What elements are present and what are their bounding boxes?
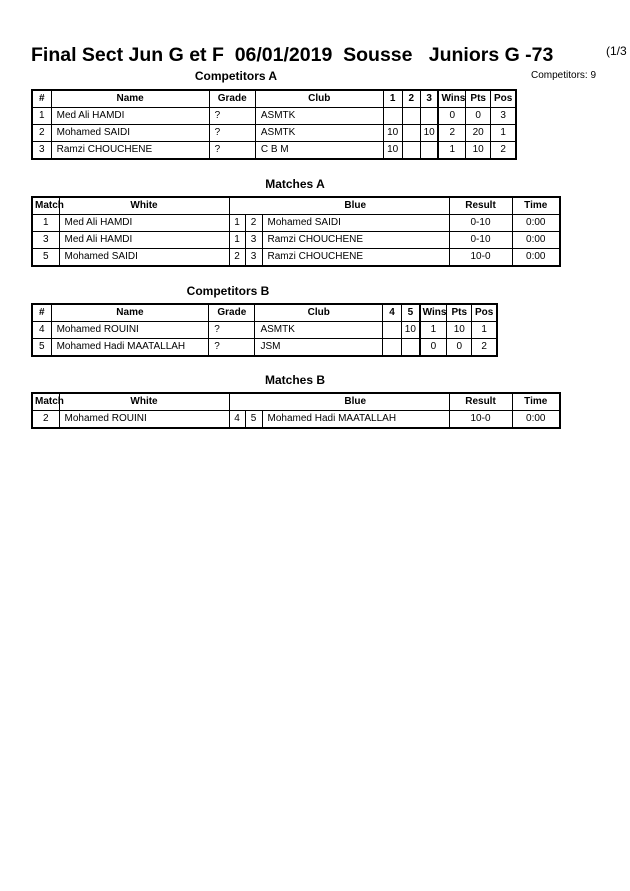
table-cell: ? [209, 322, 255, 339]
matches-b-title: Matches B [264, 373, 326, 387]
table-cell: 3 [32, 142, 51, 160]
table-cell: Med Ali HAMDI [59, 232, 229, 249]
table-cell: 0 [420, 339, 447, 357]
table-cell [420, 142, 438, 160]
table-cell: 0 [466, 108, 491, 125]
table-cell: 1 [32, 108, 51, 125]
table-cell: 1 [229, 232, 245, 249]
column-header: Grade [209, 90, 255, 108]
table-row [32, 215, 560, 232]
column-header: Pts [447, 304, 472, 322]
column-header: Wins [438, 90, 465, 108]
table-cell: 10 [402, 322, 420, 339]
table-cell: 20 [466, 125, 491, 142]
column-header: 2 [402, 90, 420, 108]
table-cell: ASMTK [255, 125, 383, 142]
table-cell: 0 [438, 108, 465, 125]
table-cell [383, 108, 402, 125]
table-row [32, 249, 560, 267]
table-cell: C B M [255, 142, 383, 160]
table-cell: 2 [245, 215, 262, 232]
table-cell: 10-0 [449, 249, 512, 267]
table-row [32, 322, 497, 339]
table-cell [402, 142, 420, 160]
table-cell: 1 [491, 125, 516, 142]
column-header: Club [255, 90, 383, 108]
table-cell: Med Ali HAMDI [51, 108, 209, 125]
column-header: Result [449, 393, 512, 411]
table-cell: 3 [245, 232, 262, 249]
table-cell [402, 108, 420, 125]
table-row [32, 411, 560, 429]
column-header [245, 197, 262, 215]
table-cell: 2 [32, 411, 59, 429]
column-header: Club [255, 304, 383, 322]
column-header: 5 [402, 304, 420, 322]
table-cell: Mohamed SAIDI [59, 249, 229, 267]
table-cell: Ramzi CHOUCHENE [262, 232, 449, 249]
table-cell: Mohamed ROUINI [59, 411, 229, 429]
table-cell: ? [209, 125, 255, 142]
column-header: Name [51, 90, 209, 108]
table-cell: 2 [32, 125, 51, 142]
competitors-a-table [31, 89, 517, 160]
matches-a-table [31, 196, 561, 267]
table-header-row [32, 393, 560, 411]
table-cell: 10-0 [449, 411, 512, 429]
column-header: Time [512, 197, 560, 215]
table-cell [382, 322, 401, 339]
competitors-a-title: Competitors A [194, 69, 278, 83]
page-number: (1/3 [606, 44, 627, 58]
table-cell: 1 [472, 322, 497, 339]
column-header: White [59, 393, 229, 411]
table-row [32, 232, 560, 249]
table-header-row [32, 197, 560, 215]
table-cell: 0:00 [512, 249, 560, 267]
table-header-row [32, 90, 516, 108]
table-cell: 0:00 [512, 232, 560, 249]
column-header [229, 197, 245, 215]
table-cell: JSM [255, 339, 383, 357]
table-cell [382, 339, 401, 357]
table-row [32, 339, 497, 357]
matches-a-title: Matches A [265, 177, 325, 191]
table-cell: 0-10 [449, 215, 512, 232]
column-header: Pos [472, 304, 497, 322]
table-row [32, 125, 516, 142]
table-cell: 1 [420, 322, 447, 339]
table-cell: 2 [491, 142, 516, 160]
table-cell [420, 108, 438, 125]
column-header: Grade [209, 304, 255, 322]
table-cell: Mohamed SAIDI [51, 125, 209, 142]
column-header: Blue [262, 393, 449, 411]
page-title: Final Sect Jun G et F 06/01/2019 Sousse Juniors G -73 [31, 44, 554, 66]
column-header: Blue [262, 197, 449, 215]
table-cell: 10 [383, 125, 402, 142]
competitors-count: Competitors: 9 [531, 70, 597, 81]
table-cell: 3 [491, 108, 516, 125]
competitors-b-table [31, 303, 498, 357]
table-cell: 2 [438, 125, 465, 142]
table-cell: 5 [32, 339, 51, 357]
column-header: Match [32, 197, 59, 215]
column-header: White [59, 197, 229, 215]
column-header: # [32, 90, 51, 108]
table-cell: 10 [466, 142, 491, 160]
table-header-row [32, 304, 497, 322]
table-cell [402, 125, 420, 142]
column-header: 3 [420, 90, 438, 108]
table-cell: Mohamed ROUINI [51, 322, 209, 339]
table-cell: 0-10 [449, 232, 512, 249]
table-row [32, 108, 516, 125]
table-cell: 3 [32, 232, 59, 249]
table-cell [402, 339, 420, 357]
table-cell: 3 [245, 249, 262, 267]
table-cell: 1 [32, 215, 59, 232]
table-cell: 0 [447, 339, 472, 357]
table-cell: Ramzi CHOUCHENE [262, 249, 449, 267]
column-header: Time [512, 393, 560, 411]
table-cell: 0:00 [512, 411, 560, 429]
column-header: 1 [383, 90, 402, 108]
matches-b-table [31, 392, 561, 429]
table-cell: ? [209, 108, 255, 125]
table-cell: 5 [32, 249, 59, 267]
table-cell: 4 [229, 411, 245, 429]
column-header: # [32, 304, 51, 322]
table-cell: Med Ali HAMDI [59, 215, 229, 232]
table-cell: Mohamed Hadi MAATALLAH [262, 411, 449, 429]
table-cell: 1 [438, 142, 465, 160]
table-cell: 2 [472, 339, 497, 357]
competitors-b-title: Competitors B [186, 284, 270, 298]
column-header: Match [32, 393, 59, 411]
table-cell: 5 [245, 411, 262, 429]
table-cell: ? [209, 339, 255, 357]
column-header: Name [51, 304, 209, 322]
table-cell: Ramzi CHOUCHENE [51, 142, 209, 160]
table-cell: 10 [447, 322, 472, 339]
column-header: 4 [382, 304, 401, 322]
column-header [229, 393, 245, 411]
table-cell: ? [209, 142, 255, 160]
column-header [245, 393, 262, 411]
table-row [32, 142, 516, 160]
table-cell: 10 [383, 142, 402, 160]
table-cell: 4 [32, 322, 51, 339]
table-cell: Mohamed SAIDI [262, 215, 449, 232]
table-cell: Mohamed Hadi MAATALLAH [51, 339, 209, 357]
column-header: Wins [420, 304, 447, 322]
table-cell: 0:00 [512, 215, 560, 232]
table-cell: ASMTK [255, 108, 383, 125]
table-cell: 2 [229, 249, 245, 267]
column-header: Result [449, 197, 512, 215]
table-cell: 1 [229, 215, 245, 232]
column-header: Pts [466, 90, 491, 108]
column-header: Pos [491, 90, 516, 108]
table-cell: 10 [420, 125, 438, 142]
table-cell: ASMTK [255, 322, 383, 339]
